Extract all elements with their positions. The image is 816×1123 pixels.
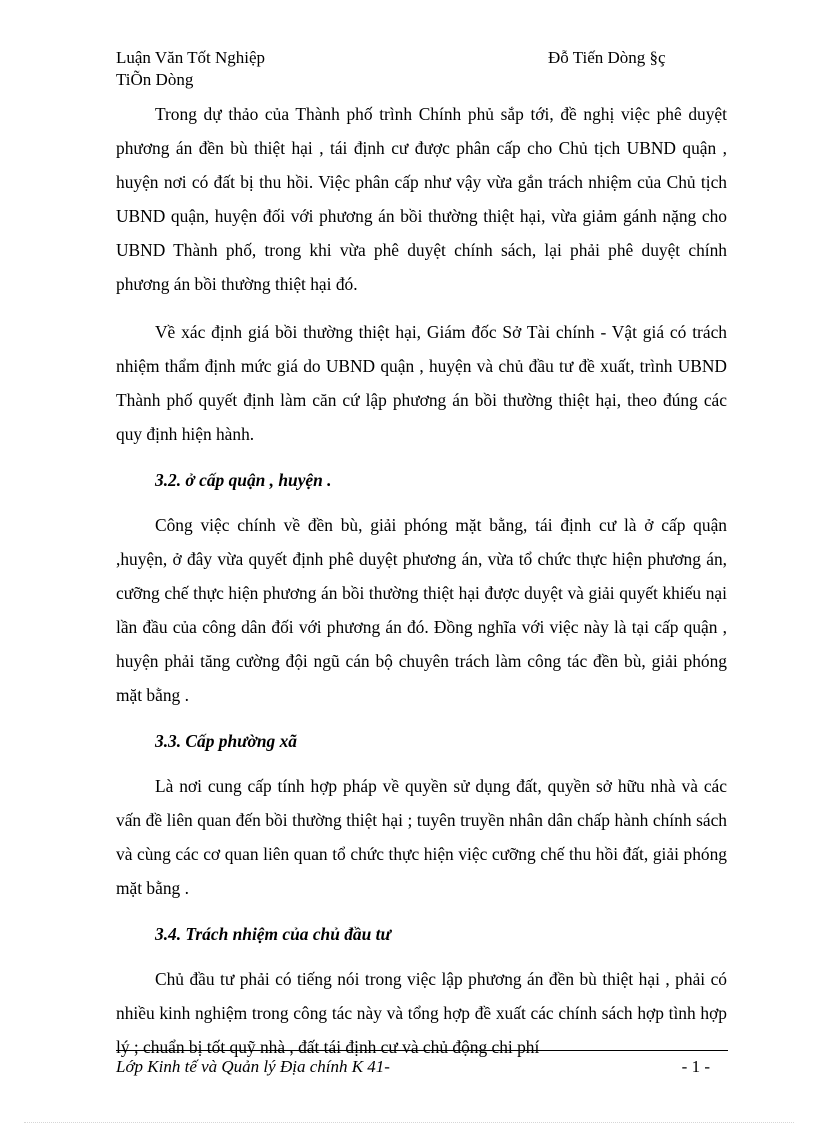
page-number: - 1 - [681, 1057, 710, 1076]
paragraph-draft-proposal: Trong dự thảo của Thành phố trình Chính phủ sắp tới, đề nghị việc phê duyệt phương án đền bù thiệt hại , tái định cư được phân cấp cho Chủ tịch UBND quận , huyện nơi có đất bị thu hồi. Việc phân cấp như vậy vừa gắn trách nhiệm của Chủ tịch UBND quận, huyện đối với phương án bồi thường thiệt hại, vừa giảm gánh nặng cho UBND Thành phố, trong khi vừa phê duyệt chính sách, lại phải phê duyệt chính phương án bồi thường thiệt hại đó. [116, 104, 727, 294]
paragraph-district-level: Công việc chính về đền bù, giải phóng mặt bằng, tái định cư là ở cấp quận ,huyện, ở đây vừa quyết định phê duyệt phương án, vừa tổ chức thực hiện phương án, cưỡng chế thực hiện phương án bồi thường thiệt hại được duyệt và giải quyết khiếu nại lần đầu của công dân đối với phương án đó. Đồng nghĩa với việc này là tại cấp quận , huyện phải tăng cường đội ngũ cán bộ chuyên trách làm công tác đền bù, giải phóng mặt bằng . [116, 515, 727, 705]
paragraph-ward-level: Là nơi cung cấp tính hợp pháp về quyền sử dụng đất, quyền sở hữu nhà và các vấn đề liên quan đến bồi thường thiệt hại ; tuyên truyền nhân dân chấp hành chính sách và cùng các cơ quan liên quan tổ chức thực hiện việc cưỡng chế thu hồi đất, giải phóng mặt bằng . [116, 776, 727, 898]
paragraph-investor-responsibility: Chủ đầu tư phải có tiếng nói trong việc lập phương án đền bù thiệt hại , phải có nhiều kinh nghiệm trong công tác này và tổng hợp đề xuất các chính sách hợp tình hợp lý ; chuẩn bị tốt quỹ nhà , đất tái định cư và chủ động chi phí [116, 969, 727, 1057]
header-author-fragment: TiÕn Dòng [116, 70, 194, 89]
section-heading-3-4: 3.4. Trách nhiệm của chủ đầu tư [155, 924, 391, 944]
paragraph-price-determination: Về xác định giá bồi thường thiệt hại, Giám đốc Sở Tài chính - Vật giá có trách nhiệm thẩm định mức giá do UBND quận , huyện và chủ đầu tư đề xuất, trình UBND Thành phố quyết định làm căn cứ lập phương án bồi thường thiệt hại, theo đúng các quy định hiện hành. [116, 322, 727, 444]
footer-class-name: Lớp Kinh tế và Quản lý Địa chính K 41- [116, 1057, 390, 1076]
section-heading-3-2: 3.2. ở cấp quận , huyện . [155, 470, 332, 490]
document-body [116, 97, 727, 1078]
section-heading-3-3: 3.3. Cấp phường xã [155, 731, 297, 751]
header-author: Đỗ Tiến Dòng §ç [548, 48, 666, 67]
footer-divider [116, 1050, 728, 1051]
header-thesis-title: Luận Văn Tốt Nghiệp [116, 48, 266, 67]
